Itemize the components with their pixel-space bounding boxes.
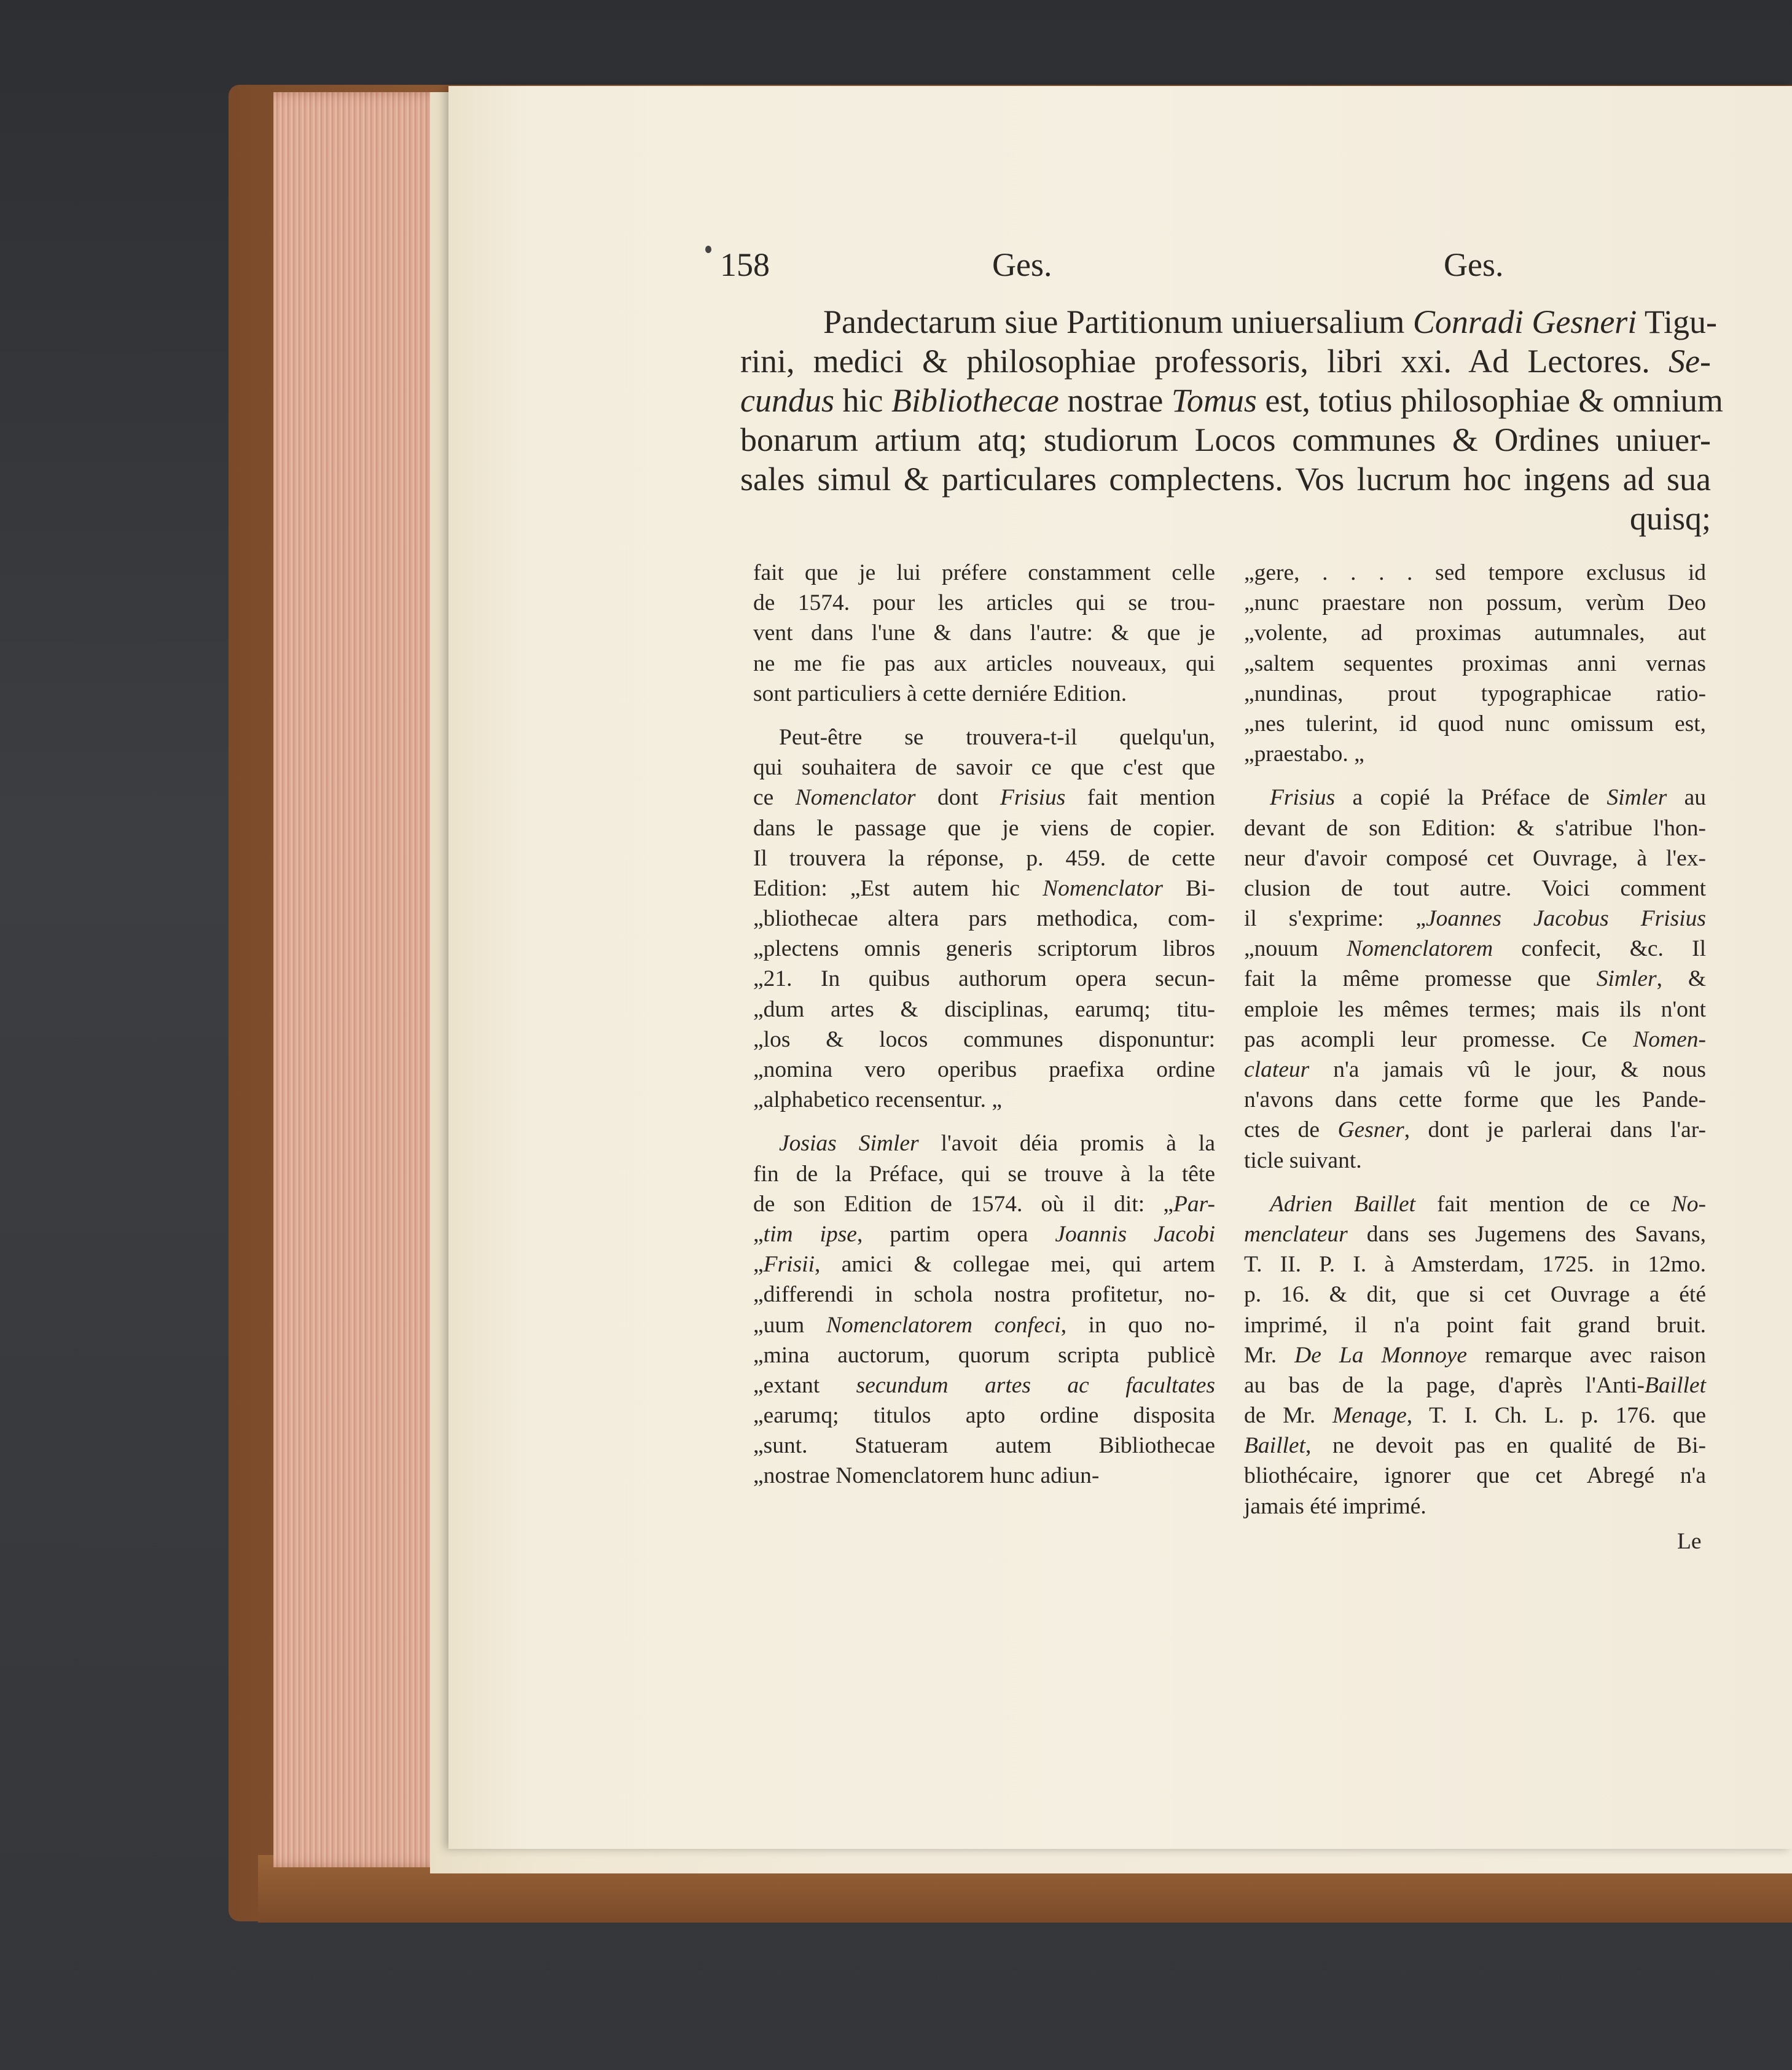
text-line: menclateur dans ses Jugemens des Savans, — [1244, 1221, 1706, 1247]
text-line: „extant secundum artes ac facultates — [753, 1372, 1215, 1398]
text-line: „mina auctorum, quorum scripta publicè — [753, 1342, 1215, 1368]
catchword: Le — [1677, 1529, 1702, 1554]
paragraph-gap — [753, 1115, 1215, 1128]
left-column — [753, 558, 1215, 1491]
text-line: T. II. P. I. à Amsterdam, 1725. in 12mo. — [1244, 1252, 1706, 1278]
text-line: „volente, ad proximas autumnales, aut — [1244, 620, 1706, 646]
title-line: rini, medici & philosophiae professoris, libri xxi. Ad Lectores. Se- — [740, 343, 1711, 380]
text-line: de son Edition de 1574. où il dit: „Par- — [753, 1191, 1215, 1217]
text-line: bliothécaire, ignorer que cet Abregé n'a — [1244, 1463, 1706, 1489]
text-line: vent dans l'une & dans l'autre: & que je — [753, 620, 1215, 646]
text-line: „nes tulerint, id quod nunc omissum est, — [1244, 711, 1706, 736]
text-line: Mr. De La Monnoye remarque avec raison — [1244, 1342, 1706, 1368]
running-head-left: Ges. — [992, 246, 1052, 283]
title-line: Pandectarum siue Partitionum uniuersalium Conradi Gesneri Tigu- — [823, 303, 1717, 340]
page-edges — [273, 92, 442, 1867]
text-line: „saltem sequentes proximas anni vernas — [1244, 650, 1706, 676]
text-line: „sunt. Statueram autem Bibliothecae — [753, 1433, 1215, 1459]
text-line: „tim ipse, partim opera Joannis Jacobi — [753, 1221, 1215, 1247]
text-line: „nomina vero operibus praefixa ordine — [753, 1057, 1215, 1082]
text-line: neur d'avoir composé cet Ouvrage, à l'ex- — [1244, 845, 1706, 871]
text-line: fait la même promesse que Simler, & — [1244, 966, 1707, 992]
text-line: „alphabetico recensentur. „ — [753, 1087, 1002, 1113]
text-line: devant de son Edition: & s'atribue l'hon- — [1244, 815, 1706, 841]
text-line: dans le passage que je viens de copier. — [753, 815, 1215, 841]
text-line: „plectens omnis generis scriptorum libros — [753, 936, 1215, 962]
text-line: Il trouvera la réponse, p. 459. de cette — [753, 845, 1215, 871]
text-line: ne me fie pas aux articles nouveaux, qui — [753, 650, 1215, 676]
text-line: au bas de la page, d'après l'Anti-Baillet — [1244, 1372, 1706, 1398]
text-line: „nunc praestare non possum, verùm Deo — [1244, 590, 1706, 616]
text-line: Adrien Baillet fait mention de ce No- — [1270, 1191, 1706, 1217]
title-line: quisq; — [1629, 500, 1711, 537]
text-line: „dum artes & disciplinas, earumq; titu- — [753, 996, 1215, 1022]
text-line: ctes de Gesner, dont je parlerai dans l'ar- — [1244, 1117, 1706, 1143]
text-line: „earumq; titulos apto ordine disposita — [753, 1403, 1215, 1429]
page-number: 158 — [720, 246, 770, 283]
text-line: imprimé, il n'a point fait grand bruit. — [1244, 1312, 1706, 1338]
right-column — [1244, 558, 1706, 1521]
text-line: jamais été imprimé. — [1244, 1493, 1426, 1519]
text-line: „los & locos communes disponuntur: — [753, 1026, 1215, 1052]
text-line: „nouum Nomenclatorem confecit, &c. Il — [1244, 936, 1706, 962]
text-line: „gere, . . . . sed tempore exclusus id — [1244, 560, 1706, 585]
text-line: „21. In quibus authorum opera secun- — [753, 966, 1215, 992]
text-line: sont particuliers à cette derniére Edition. — [753, 681, 1127, 706]
text-line: „Frisii, amici & collegae mei, qui artem — [753, 1252, 1215, 1278]
text-line: ce Nomenclator dont Frisius fait mention — [753, 785, 1216, 811]
text-line: de 1574. pour les articles qui se trou- — [753, 590, 1215, 616]
text-line: il s'exprime: „Joannes Jacobus Frisius — [1244, 906, 1706, 932]
text-line: clateur n'a jamais vû le jour, & nous — [1244, 1057, 1706, 1082]
text-line: n'avons dans cette forme que les Pande- — [1244, 1087, 1706, 1113]
title-line: bonarum artium atq; studiorum Locos communes & Ordines uniuer- — [740, 421, 1711, 458]
title-line: sales simul & particulares complectens. Vos lucrum hoc ingens ad sua — [740, 461, 1711, 498]
text-line: clusion de tout autre. Voici comment — [1244, 875, 1706, 901]
text-line: „bliothecae altera pars methodica, com- — [753, 906, 1215, 932]
text-line: p. 16. & dit, que si cet Ouvrage a été — [1244, 1282, 1706, 1308]
text-line: Peut-être se trouvera-t-il quelqu'un, — [779, 724, 1215, 750]
text-line: Baillet, ne devoit pas en qualité de Bi- — [1244, 1433, 1706, 1459]
text-line: pas acompli leur promesse. Ce Nomen- — [1244, 1026, 1706, 1052]
text-line: Frisius a copié la Préface de Simler au — [1270, 785, 1706, 811]
paragraph-gap — [753, 709, 1215, 722]
text-line: „praestabo. „ — [1244, 741, 1364, 767]
text-line: „uum Nomenclatorem confeci, in quo no- — [753, 1312, 1215, 1338]
text-line: „nundinas, prout typographicae ratio- — [1244, 681, 1706, 706]
text-line: fin de la Préface, qui se trouve à la tête — [753, 1161, 1215, 1187]
paragraph-gap — [1244, 769, 1706, 783]
running-head-right: Ges. — [1444, 246, 1504, 283]
paragraph-gap — [1244, 1176, 1706, 1189]
bullet-mark — [705, 246, 711, 253]
text-line: Josias Simler l'avoit déia promis à la — [779, 1131, 1215, 1157]
text-line: emploie les mêmes termes; mais ils n'ont — [1244, 996, 1706, 1022]
text-line: qui souhaitera de savoir ce que c'est que — [753, 755, 1215, 781]
title-entry — [740, 302, 1723, 538]
text-line: „differendi in schola nostra profitetur, no- — [753, 1282, 1215, 1308]
title-line: cundus hic Bibliothecae nostrae Tomus est, totius philosophiae & omnium — [740, 382, 1723, 419]
text-line: ticle suivant. — [1244, 1147, 1362, 1173]
text-line: fait que je lui préfere constamment celle — [753, 560, 1215, 585]
text-line: de Mr. Menage, T. I. Ch. L. p. 176. que — [1244, 1403, 1706, 1429]
text-line: „nostrae Nomenclatorem hunc adiun- — [753, 1463, 1100, 1489]
text-line: Edition: „Est autem hic Nomenclator Bi- — [753, 875, 1215, 901]
